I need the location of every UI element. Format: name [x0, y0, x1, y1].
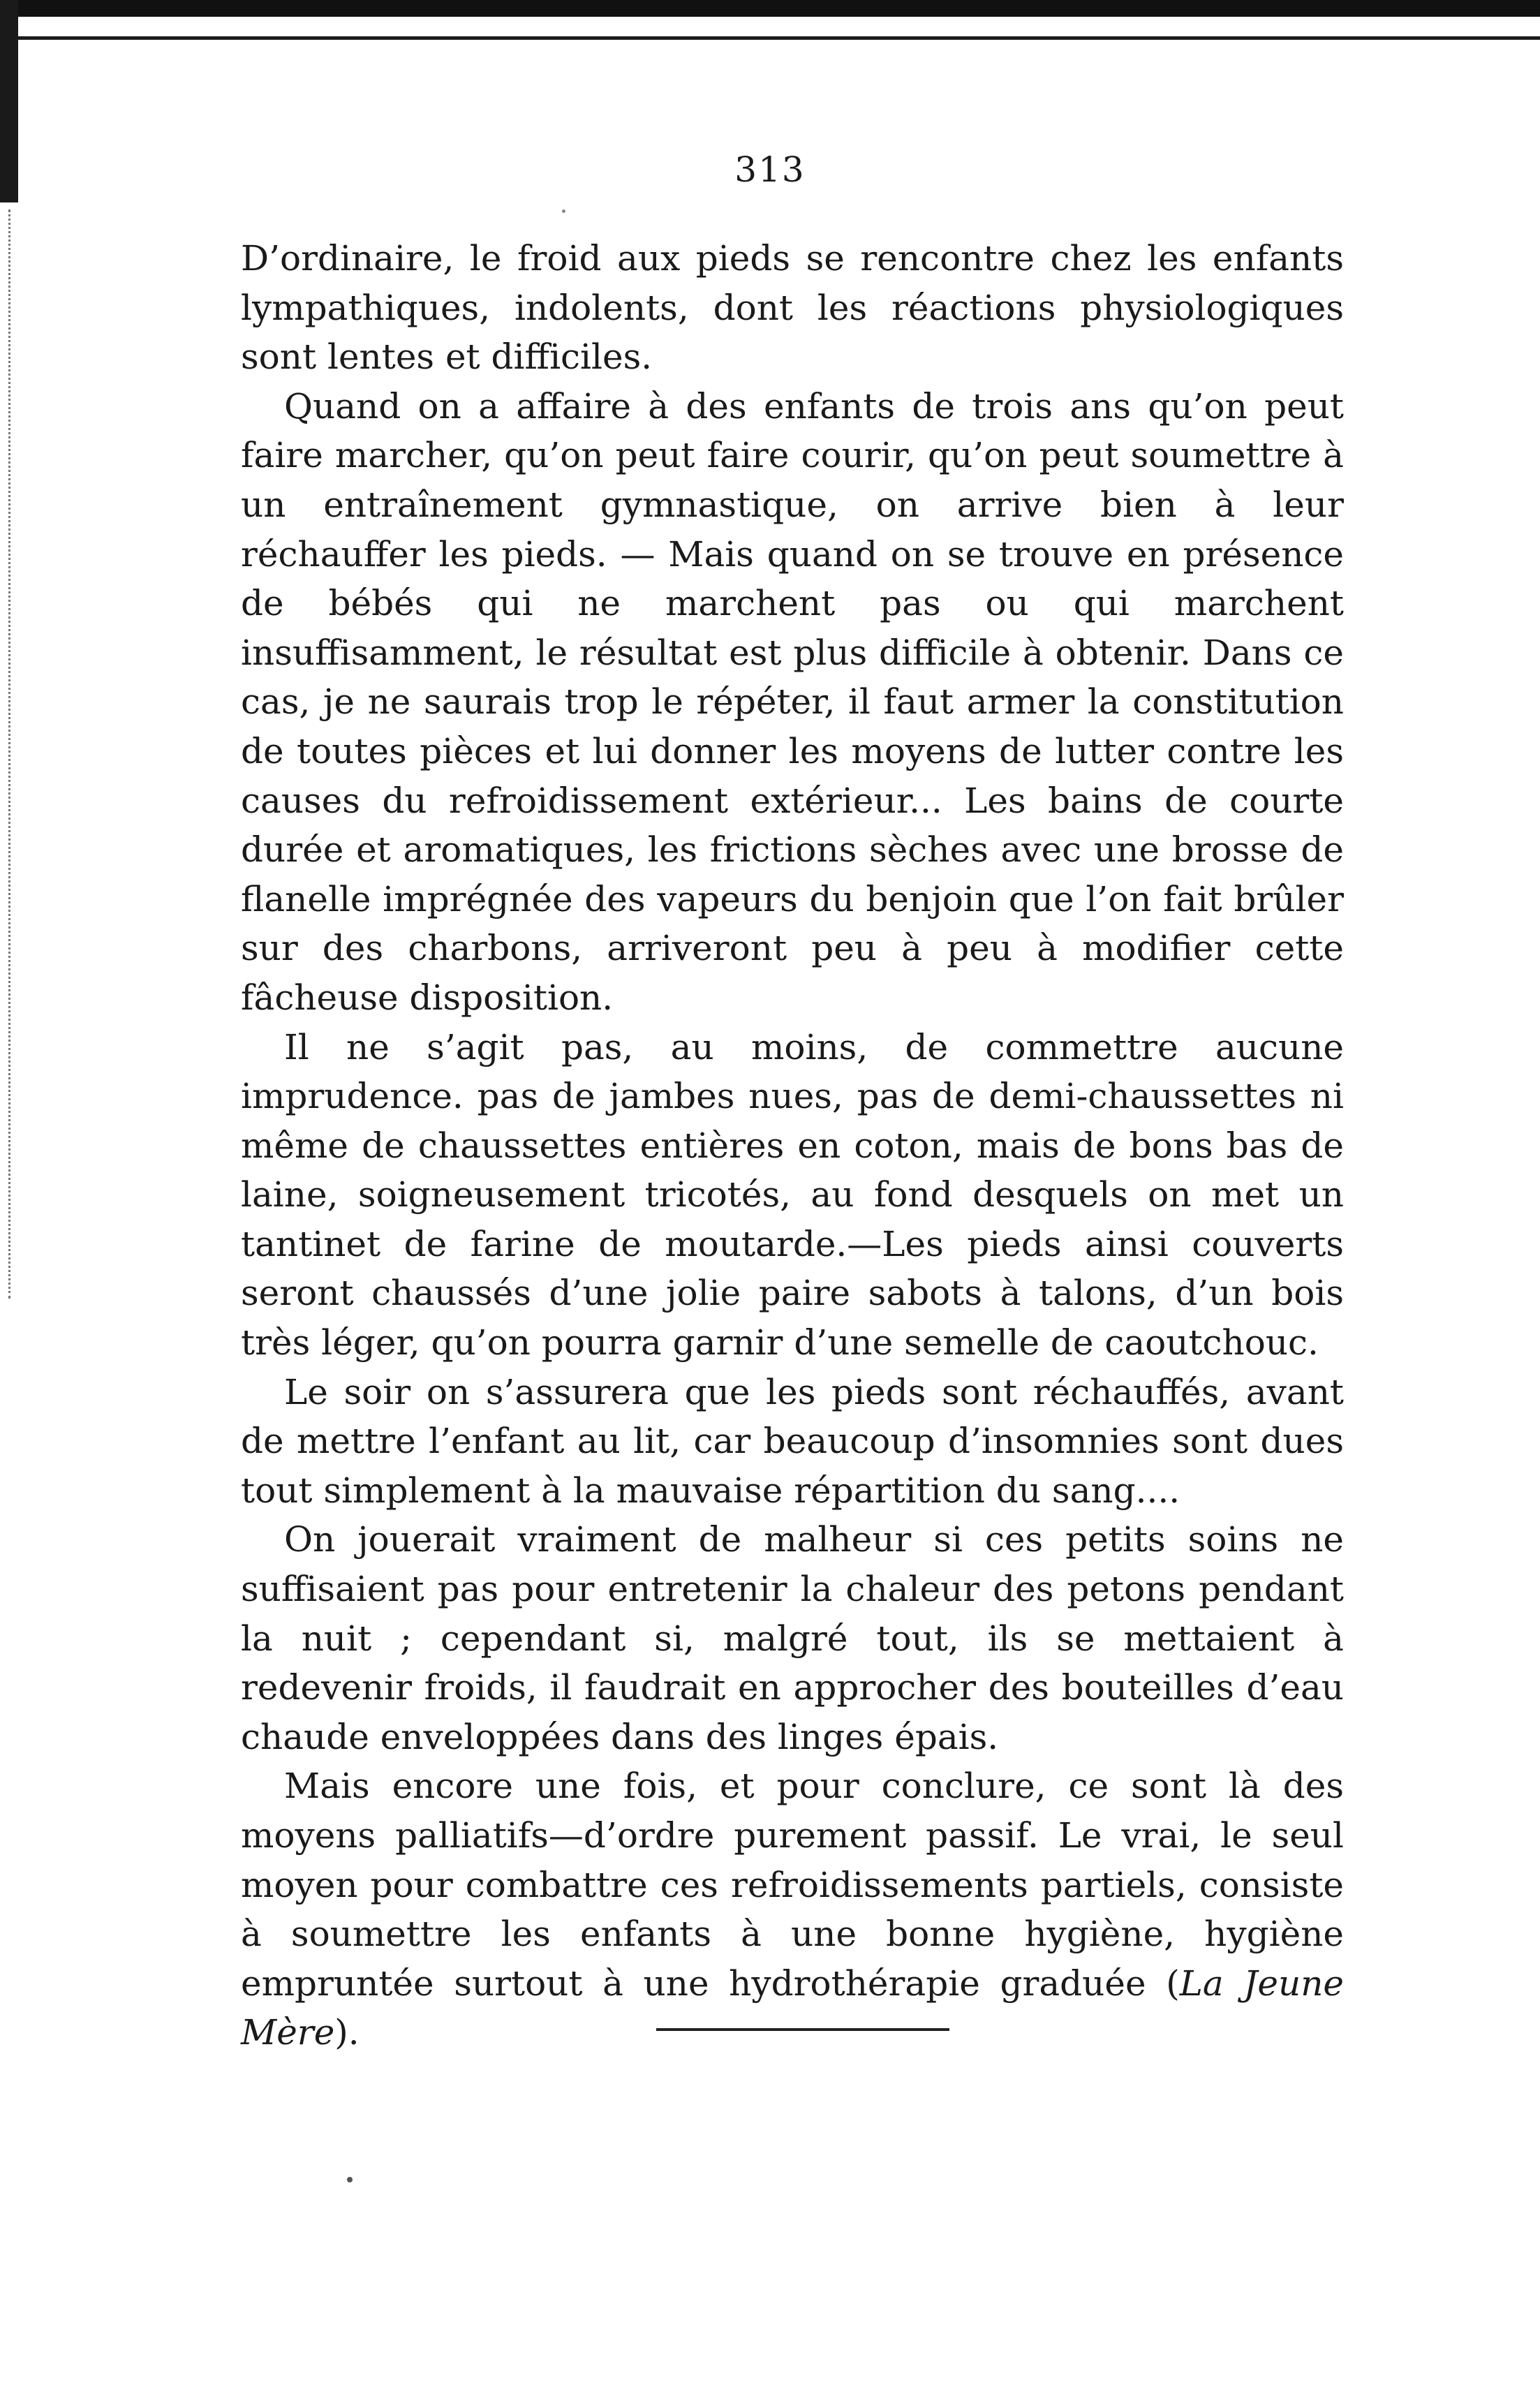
- paragraph-6: [241, 1761, 1344, 2057]
- paragraph-6-text: Mais encore une fois, et pour conclure, ce sont là des moyens palliatifs—d’ordre purement passif. Le vrai, le seul moyen pour combattre ces refroidissements partiels, consiste à soumettre les enfants à une bonne hygiène, hygiène empruntée surtout à une hydrothérapie graduée (: [241, 1766, 1344, 2004]
- stray-ink-dot: [347, 2177, 353, 2182]
- top-thin-rule: [0, 36, 1540, 40]
- ink-speck: [562, 209, 565, 213]
- paragraph-6-closing: ).: [334, 2012, 360, 2053]
- paragraph-1: D’ordinaire, le froid aux pieds se rencontre chez les enfants lympathiques, indolents, dont les réactions physiologiques sont lentes et difficiles.: [241, 238, 1344, 378]
- page-number: 313: [734, 149, 806, 190]
- end-of-text-rule: [656, 2028, 949, 2031]
- paragraph-2: Quand on a affaire à des enfants de trois ans qu’on peut faire marcher, qu’on peut faire courir, qu’on peut soumettre à un entraînement gymnastique, on arrive bien à leur réchauffer les pieds. — Mais quand on se trouve en présence de bébés qui ne marchent pas ou qui marchent insuffisamment, le résultat est plus difficile à obtenir. Dans ce cas, je ne saurais trop le répéter, il faut armer la constitution de toutes pièces et lui donner les moyens de lutter contre les causes du refroidissement extérieur... Les bains de courte durée et aromatiques, les frictions sèches avec une brosse de flanelle imprégnée des vapeurs du benjoin que l’on fait brûler sur des charbons, arriveront peu à peu à modifier cette fâcheuse disposition.: [241, 385, 1344, 1018]
- paragraph-3: Il ne s’agit pas, au moins, de commettre aucune imprudence. pas de jambes nues, pas de demi-chaussettes ni même de chaussettes entières en coton, mais de bons bas de laine, soigneusement tricotés, au fond desquels on met un tantinet de farine de moutarde.—Les pieds ainsi couverts seront chaussés d’une jolie paire sabots à talons, d’un bois très léger, qu’on pourra garnir d’une semelle de caoutchouc.: [241, 1026, 1344, 1364]
- body-text: [241, 234, 1344, 2057]
- paragraph-4: Le soir on s’assurera que les pieds sont réchauffés, avant de mettre l’enfant au lit, car beaucoup d’insomnies sont dues tout simplement à la mauvaise répartition du sang....: [241, 1371, 1344, 1511]
- left-margin-specks: [8, 209, 13, 1299]
- paragraph-5: On jouerait vraiment de malheur si ces petits soins ne suffisaient pas pour entretenir la chaleur des petons pendant la nuit ; cependant si, malgré tout, ils se mettaient à redevenir froids, il faudrait en approcher des bouteilles d’eau chaude enveloppées dans des linges épais.: [241, 1519, 1344, 1757]
- top-border-rule: [0, 0, 1540, 17]
- source-title: La Jeune Mère: [241, 1963, 1344, 2053]
